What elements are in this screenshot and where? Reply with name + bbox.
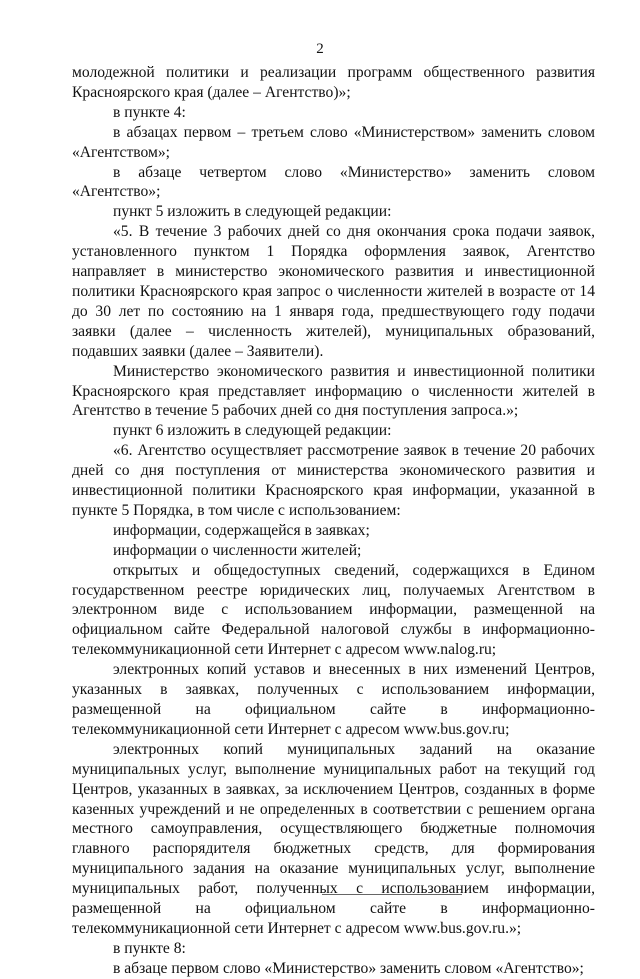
paragraph: в пункте 8: bbox=[113, 939, 186, 957]
paragraph: электронных копий уставов и внесенных в них изменений Центров, указанных в заявках, полученных с использованием информации, размещенной на официальном сайте в информационно-телекоммуникационной сети Интернет с адресом www.bus.gov.ru; bbox=[72, 661, 595, 738]
paragraph: открытых и общедоступных сведений, содержащихся в Едином государственном реестре юридических лиц, получаемых Агентством в электронном виде с использованием информации, размещенной на официальном сайте Федеральной налоговой службы в информационно-телекоммуникационной сети Интернет с адресом www.nalog.ru; bbox=[72, 561, 595, 659]
paragraph: «5. В течение 3 рабочих дней со дня окончания срока подачи заявок, установленного пунктом 1 Порядка оформления заявок, Агентство направляет в министерство экономического развития и инвестиционной политики Красноярского края запрос о численности жителей в возрасте от 14 до 30 лет по состоянию на 1 января года, предшествующего году подачи заявки (далее – численность жителей), муниципальных образований, подавших заявки (далее – Заявители). bbox=[72, 223, 595, 360]
footer-rule bbox=[322, 894, 462, 895]
paragraph: в абзаце четвертом слово «Министерство» заменить словом «Агентство»; bbox=[72, 163, 595, 201]
page-number: 2 bbox=[316, 41, 324, 57]
paragraph: в пункте 4: bbox=[113, 103, 186, 121]
paragraph: информации о численности жителей; bbox=[113, 541, 362, 559]
paragraph: пункт 5 изложить в следующей редакции: bbox=[113, 203, 392, 221]
paragraph: информации, содержащейся в заявках; bbox=[113, 521, 370, 539]
paragraph: электронных копий муниципальных заданий на оказание муниципальных услуг, выполнение муниципальных работ на текущий год Центров, указанных в заявках, за исключением Центров, созданных в форме казенных учреждений и не определенных в соответствии с решением органа местного самоуправления, осуществляющего бюджетные полномочия главного распорядителя бюджетных средств, для формирования муниципального задания на оказание муниципальных услуг, выполнение муниципальных работ, полученных с использованием информации, размещенной на официальном сайте в информационно-телекоммуникационной сети Интернет с адресом www.bus.gov.ru.»; bbox=[72, 740, 595, 937]
document-body bbox=[72, 63, 595, 979]
paragraph: молодежной политики и реализации программ общественного развития Красноярского края (далее – Агентство)»; bbox=[72, 64, 595, 101]
paragraph: пункт 6 изложить в следующей редакции: bbox=[113, 422, 392, 440]
paragraph: в абзаце первом слово «Министерство» заменить словом «Агентство»; bbox=[113, 959, 584, 977]
paragraph: Министерство экономического развития и инвестиционной политики Красноярского края представляет информацию о численности жителей в Агентство в течение 5 рабочих дней со дня поступления запроса.»; bbox=[72, 362, 595, 420]
paragraph: «6. Агентство осуществляет рассмотрение заявок в течение 20 рабочих дней со дня поступления от министерства экономического развития и инвестиционной политики Красноярского края информации, указанной в пункте 5 Порядка, в том числе с использованием: bbox=[72, 442, 595, 519]
paragraph: в абзацах первом – третьем слово «Министерством» заменить словом «Агентством»; bbox=[72, 123, 595, 161]
